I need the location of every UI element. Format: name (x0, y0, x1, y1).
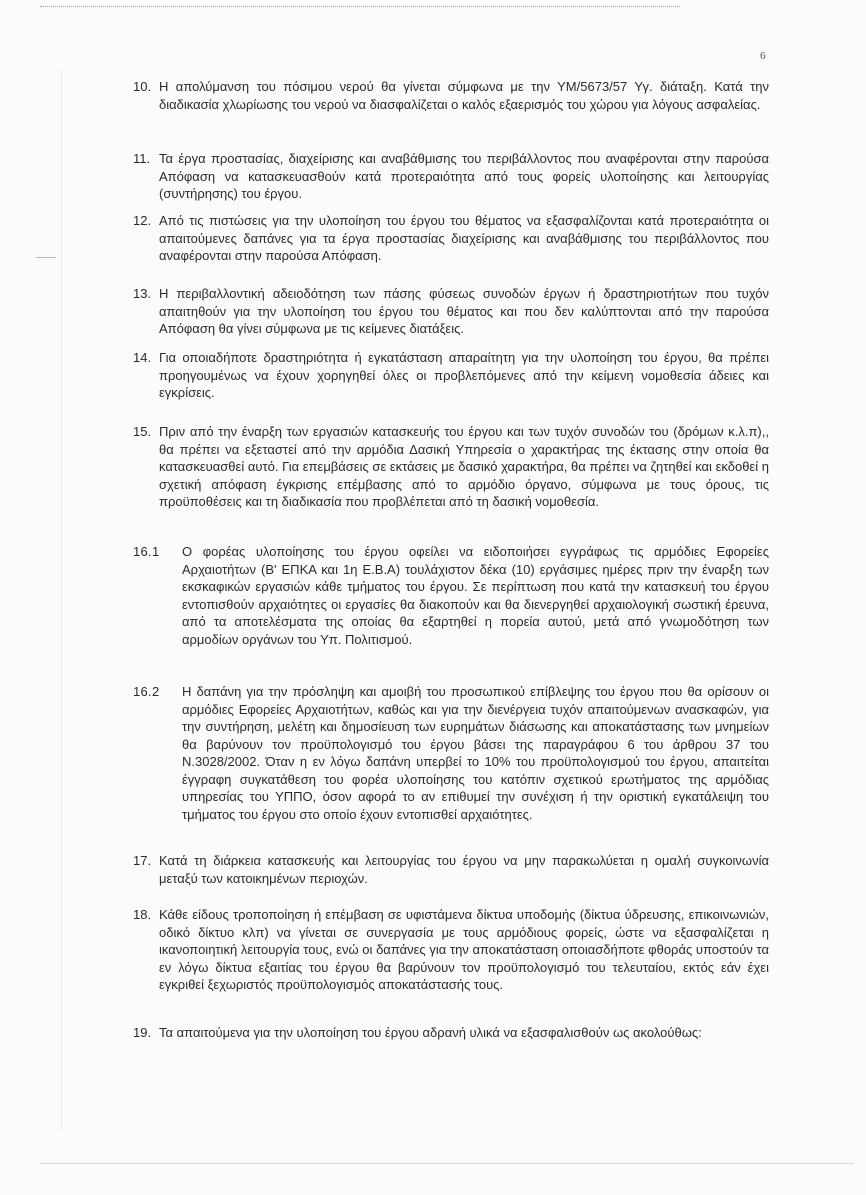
paragraph-text: Η δαπάνη για την πρόσληψη και αμοιβή του προσωπικού επίβλεψης του έργου που θα ορίσουν οι αρμόδιες Εφορείες Αρχαιοτήτων, καθώς και για την διενέργεια τυχόν απαιτούμενων ανασκαφών, για την συντήρηση, μελέτη και δημοσίευση των ευρημάτων διάσωσης και αποκατάστασης των μνημείων θα βαρύνουν τον προϋπολογισμό του έργου βάσει της παραγράφου 6 του άρθρου 37 του Ν.3028/2002. Όταν η εν λόγω δαπάνη υπερβεί το 10% του προϋπολογισμού του έργου, απαιτείται έγγραφη συγκατάθεση του φορέα υλοποίησης του κατόπιν σχετικού ερωτήματος της αρμόδιας υπηρεσίας του ΥΠΠΟ, όσον αφορά το αν επιθυμεί την συνέχιση ή την οριστική εγκατάλειψη του τμήματος του έργου στο οποίο έχουν εντοπισθεί αρχαιότητες. (182, 684, 769, 822)
paragraph-16-2 (133, 683, 769, 823)
scan-top-border (40, 6, 680, 7)
paragraph-number: 19. (133, 1025, 152, 1040)
paragraph-12 (133, 212, 769, 265)
scan-margin-mark (36, 257, 56, 258)
paragraph-18 (133, 906, 769, 994)
paragraph-19 (133, 1024, 769, 1042)
paragraph-text: Ο φορέας υλοποίησης του έργου οφείλει να ειδοποιήσει εγγράφως τις αρμόδιες Εφορείες Αρχαιοτήτων (Β' ΕΠΚΑ και 1η Ε.Β.Α) τουλάχιστον δέκα (10) εργάσιμες ημέρες πριν την έναρξη των εκσκαφικών εργασιών κάθε τμήματος του έργου. Σε περίπτωση που κατά την κατασκευή του έργου εντοπισθούν αρχαιότητες οι εργασίες θα διακοπούν και θα διενεργηθεί αρχαιολογική σωστική έρευνα, από τα αποτελέσματα της οποίας θα εξαρτηθεί η πορεία αυτού, μετά από γνωμοδότηση των αρμοδίων οργάνων του Υπ. Πολιτισμού. (182, 544, 769, 647)
paragraph-number: 18. (133, 907, 152, 922)
paragraph-text: Από τις πιστώσεις για την υλοποίηση του έργου του θέματος να εξασφαλίζονται κατά προτεραιότητα οι απαιτούμενες δαπάνες για τα έργα προστασίας διαχείρισης και αναβάθμισης του περιβάλλοντος που αναφέρονται στην παρούσα Απόφαση. (159, 213, 769, 263)
paragraph-text: Πριν από την έναρξη των εργασιών κατασκευής του έργου και των τυχόν συνοδών του (δρόμων κ.λ.π),, θα πρέπει να εξεταστεί από την αρμόδια Δασική Υπηρεσία ο χαρακτήρας της έκτασης στην οποία θα κατασκευασθεί αυτό. Για επεμβάσεις σε εκτάσεις με δασικό χαρακτήρα, θα πρέπει να ζητηθεί και εκδοθεί η σχετική απόφαση έγκρισης επέμβασης από το αρμόδιο όργανο, σύμφωνα με τους όρους, τις προϋποθέσεις και τη διαδικασία που προβλέπεται από τη δασική νομοθεσία. (159, 424, 769, 509)
paragraph-text: Τα έργα προστασίας, διαχείρισης και αναβάθμισης του περιβάλλοντος που αναφέρονται στην παρούσα Απόφαση να κατασκευασθούν κατά προτεραιότητα από τους φορείς υλοποίησης και λειτουργίας (συντήρησης) του έργου. (159, 151, 769, 201)
paragraph-14 (133, 349, 769, 402)
paragraph-number: 11. (133, 151, 151, 166)
paragraph-16-1 (133, 543, 769, 648)
paragraph-number: 17. (133, 853, 152, 868)
paragraph-text: Τα απαιτούμενα για την υλοποίηση του έργου αδρανή υλικά να εξασφαλισθούν ως ακολούθως: (159, 1025, 702, 1040)
scan-left-margin-line (61, 70, 62, 1130)
paragraph-number: 10. (133, 79, 152, 94)
paragraph-number: 16.2 (133, 684, 160, 699)
paragraph-11 (133, 150, 769, 203)
paragraph-17 (133, 852, 769, 887)
paragraph-text: Η περιβαλλοντική αδειοδότηση των πάσης φύσεως συνοδών έργων ή δραστηριοτήτων που τυχόν απαιτηθούν για την υλοποίηση του έργου του θέματος και που δεν καλύπτονται από την παρούσα Απόφαση θα γίνει σύμφωνα με τις κείμενες διατάξεις. (159, 286, 769, 336)
paragraph-text: Η απολύμανση του πόσιμου νερού θα γίνεται σύμφωνα με την ΥΜ/5673/57 Υγ. διάταξη. Κατά την διαδικασία χλωρίωσης του νερού να διασφαλίζεται ο καλός εξαερισμός του χώρου για λόγους ασφαλείας. (159, 79, 769, 112)
page-number: 6 (760, 50, 766, 62)
scan-bottom-border (40, 1163, 854, 1164)
paragraph-number: 15. (133, 424, 152, 439)
paragraph-number: 13. (133, 286, 152, 301)
paragraph-15 (133, 423, 769, 511)
paragraph-number: 12. (133, 213, 152, 228)
paragraph-10 (133, 78, 769, 113)
paragraph-text: Κατά τη διάρκεια κατασκευής και λειτουργίας του έργου να μην παρακωλύεται η ομαλή συγκοινωνία μεταξύ των κατοικημένων περιοχών. (159, 853, 769, 886)
paragraph-text: Για οποιαδήποτε δραστηριότητα ή εγκατάσταση απαραίτητη για την υλοποίηση του έργου, θα πρέπει προηγουμένως να έχουν χορηγηθεί όλες οι προβλεπόμενες από την κείμενη νομοθεσία άδειες και εγκρίσεις. (159, 350, 769, 400)
paragraph-number: 14. (133, 350, 152, 365)
paragraph-number: 16.1 (133, 544, 160, 559)
paragraph-13 (133, 285, 769, 338)
paragraph-text: Κάθε είδους τροποποίηση ή επέμβαση σε υφιστάμενα δίκτυα υποδομής (δίκτυα ύδρευσης, επικοινωνιών, οδικό δίκτυο κλπ) να γίνεται σε συνεργασία με τους αρμόδιους φορείς, ώστε να εξασφαλίζεται η ικανοποιητική λειτουργία τους, ενώ οι δαπάνες για την αποκατάσταση οποιασδήποτε φθοράς υποστούν τα εν λόγω δίκτυα εξαιτίας του έργου θα βαρύνουν τον προϋπολογισμό του τελευταίου, εκτός εάν έχει εγκριθεί ξεχωριστός προϋπολογισμός αποκατάστασής τους. (159, 907, 769, 992)
